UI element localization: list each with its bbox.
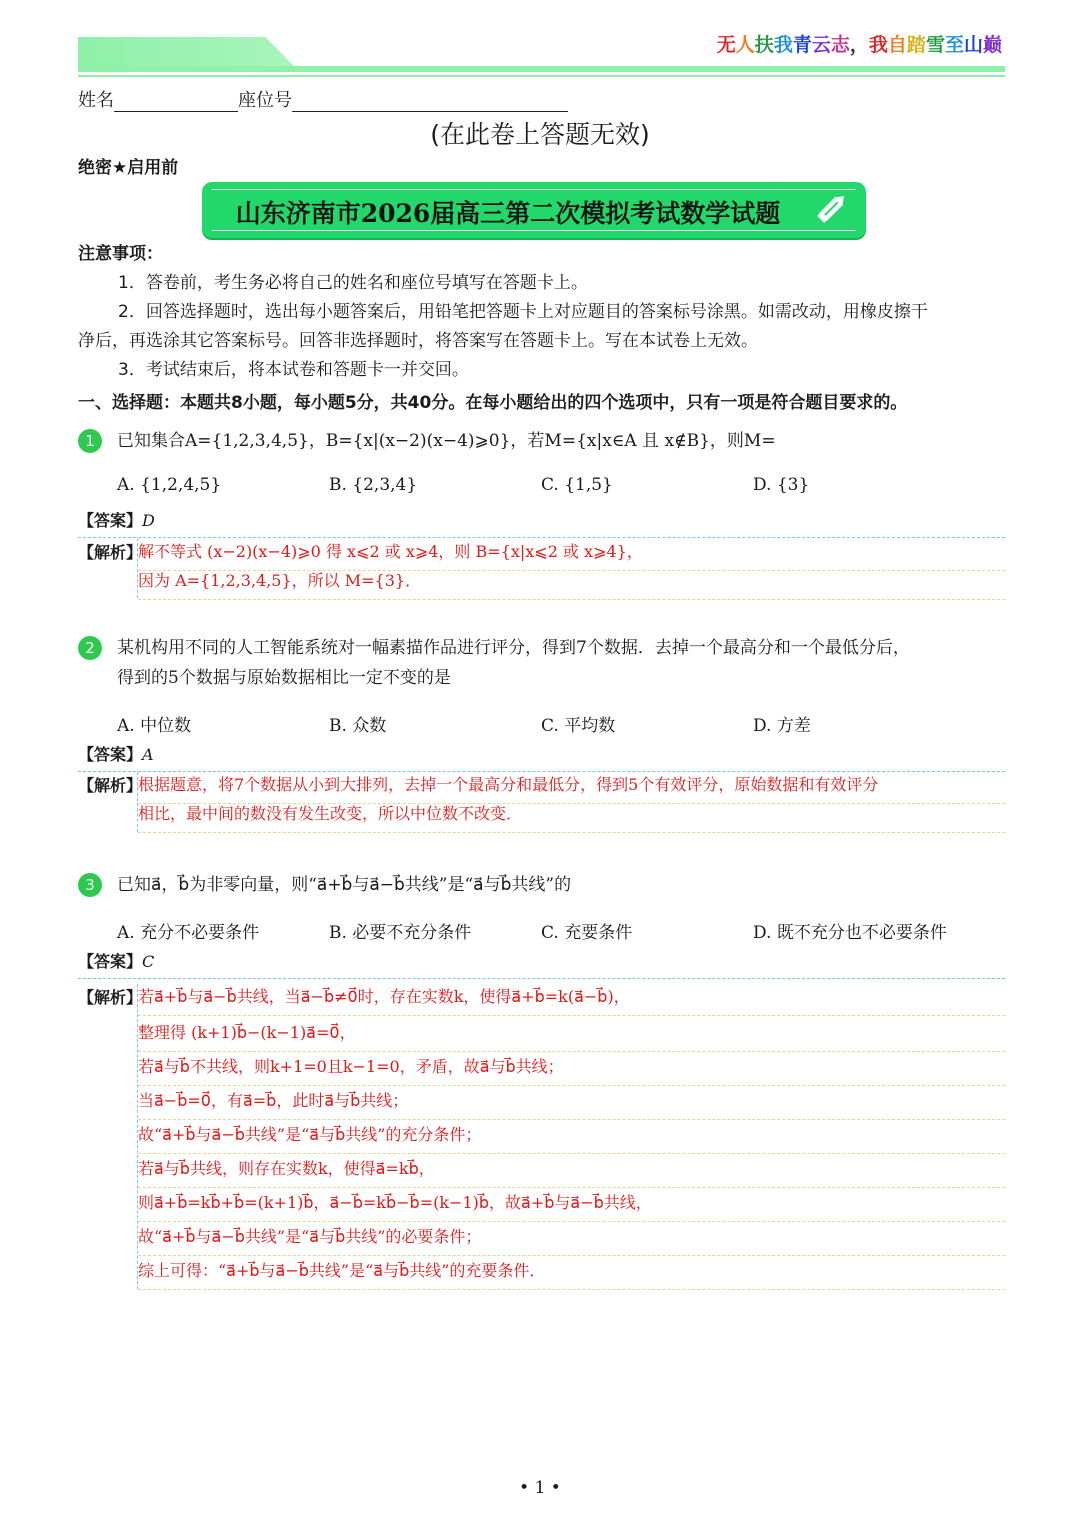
pencil-icon [812, 188, 852, 228]
motto-char: 踏 [906, 34, 926, 56]
question-text: 已知a⃗，b⃗为非零向量，则“a⃗+b⃗与a⃗−b⃗共线”是“a⃗与b⃗共线”的 [117, 875, 572, 895]
name-blank [114, 92, 238, 112]
option-a: A. 中位数 [117, 716, 192, 736]
explanation-line: 故“a⃗+b⃗与a⃗−b⃗共线”是“a⃗与b⃗共线”的充分条件； [138, 1120, 1005, 1154]
question-number-badge: 1 [78, 429, 102, 453]
motto-char: 青 [792, 34, 812, 56]
explanation-tag: 【解析】 [78, 776, 143, 795]
name-label: 姓名 [78, 90, 114, 111]
answer-tag: 【答案】 [78, 511, 143, 530]
motto-char: 雪 [925, 34, 945, 56]
notice-block [78, 240, 1005, 385]
question-number-badge: 3 [78, 873, 102, 897]
explanation-tag: 【解析】 [78, 543, 143, 562]
answer-row [78, 948, 1005, 979]
option-c: C. {1,5} [541, 475, 613, 495]
answer-row [78, 507, 1005, 538]
motto-char: 山 [963, 34, 983, 56]
header-rule-thick [78, 66, 1005, 72]
explanation-line: 则a⃗+b⃗=kb⃗+b⃗=(k+1)b⃗，a⃗−b⃗=kb⃗−b⃗=(k−1)b⃗，故a⃗+b⃗与a⃗−b⃗共线， [138, 1188, 1005, 1222]
answer-row [78, 741, 1005, 772]
option-c: C. 平均数 [541, 716, 616, 736]
option-b: B. 众数 [329, 716, 387, 736]
explanation-line: 因为 A={1,2,3,4,5}，所以 M={3}． [138, 566, 1005, 600]
motto-char: 我 [868, 34, 888, 56]
explanation-line: 当a⃗−b⃗=0⃗，有a⃗=b⃗，此时a⃗与b⃗共线； [138, 1086, 1005, 1120]
motto-char: ， [849, 34, 869, 56]
explanation-tag: 【解析】 [78, 988, 143, 1007]
explanation-line: 根据题意，将7个数据从小到大排列，去掉一个最高分和最低分，得到5个有效评分，原始数据和有效评分 [138, 770, 1005, 804]
option-c: C. 充要条件 [541, 923, 633, 943]
option-d: D. {3} [753, 475, 810, 495]
explanation-line: 若a⃗与b⃗共线，则存在实数k，使得a⃗=kb⃗， [138, 1154, 1005, 1188]
option-b: B. 必要不充分条件 [329, 923, 472, 943]
answer-tag: 【答案】 [78, 952, 143, 971]
secret-label: 绝密★启用前 [78, 158, 179, 178]
question-text: 已知集合A={1,2,3,4,5}，B={x|(x−2)(x−4)⩾0}，若M={x|x∈A 且 x∉B}，则M= [117, 431, 776, 451]
notice-item: 3．考试结束后，将本试卷和答题卡一并交回。 [118, 360, 469, 380]
answer-value: A [142, 745, 154, 764]
motto-char: 志 [830, 34, 850, 56]
invalid-note: (在此卷上答题无效) [430, 120, 650, 149]
answer-value: D [142, 511, 155, 530]
motto-char: 至 [944, 34, 964, 56]
exam-title: 山东济南市2026届高三第二次模拟考试数学试题 [235, 199, 781, 228]
section-heading: 一、选择题：本题共8小题，每小题5分，共40分。在每小题给出的四个选项中，只有一项是符合题目要求的。 [78, 393, 908, 413]
explanation-line: 相比，最中间的数没有发生改变，所以中位数不改变． [138, 799, 1005, 833]
header-motto [717, 30, 1002, 57]
explanation-line: 整理得 (k+1)b⃗−(k−1)a⃗=0⃗， [138, 1018, 1005, 1052]
option-d: D. 既不充分也不必要条件 [753, 923, 947, 943]
option-a: A. 充分不必要条件 [117, 923, 260, 943]
question-text: 得到的5个数据与原始数据相比一定不变的是 [117, 668, 451, 688]
notice-heading: 注意事项： [78, 244, 163, 264]
notice-item: 2．回答选择题时，选出每小题答案后，用铅笔把答题卡上对应题目的答案标号涂黑。如需改动，用橡皮擦干 [118, 302, 928, 322]
explanation-line: 综上可得：“a⃗+b⃗与a⃗−b⃗共线”是“a⃗与b⃗共线”的充要条件． [138, 1256, 1005, 1290]
option-d: D. 方差 [753, 716, 811, 736]
title-banner [202, 182, 866, 238]
explanation-line: 若a⃗与b⃗不共线，则k+1=0且k−1=0，矛盾，故a⃗与b⃗共线； [138, 1052, 1005, 1086]
option-a: A. {1,2,4,5} [117, 475, 222, 495]
motto-char: 巅 [982, 34, 1002, 56]
seat-blank [292, 92, 568, 112]
name-seat-row [78, 86, 568, 112]
option-b: B. {2,3,4} [329, 475, 418, 495]
question-text: 某机构用不同的人工智能系统对一幅素描作品进行评分，得到7个数据．去掉一个最高分和一个最低分后， [117, 638, 910, 658]
motto-char: 自 [887, 34, 907, 56]
motto-char: 人 [735, 34, 755, 56]
header-rule-thin [78, 75, 1005, 77]
explanation-line: 解不等式 (x−2)(x−4)⩾0 得 x⩽2 或 x⩾4，则 B={x|x⩽2 或 x⩾4}， [138, 537, 1005, 571]
answer-value: C [142, 952, 155, 971]
motto-char: 云 [811, 34, 831, 56]
page-number: • 1 • [519, 1478, 561, 1498]
motto-char: 我 [773, 34, 793, 56]
motto-char: 扶 [754, 34, 774, 56]
header-tab-decoration [78, 37, 296, 68]
answer-tag: 【答案】 [78, 745, 143, 764]
explanation-line: 故“a⃗+b⃗与a⃗−b⃗共线”是“a⃗与b⃗共线”的必要条件； [138, 1222, 1005, 1256]
seat-label: 座位号 [238, 90, 292, 111]
explanation-line: 若a⃗+b⃗与a⃗−b⃗共线，当a⃗−b⃗≠0⃗时，存在实数k，使得a⃗+b⃗=k(a⃗−b⃗)， [138, 982, 1005, 1016]
question-number-badge: 2 [78, 636, 102, 660]
motto-char: 无 [716, 34, 736, 56]
notice-item: 1．答卷前，考生务必将自己的姓名和座位号填写在答题卡上。 [118, 273, 588, 293]
notice-item: 净后，再选涂其它答案标号。回答非选择题时，将答案写在答题卡上。写在本试卷上无效。 [78, 331, 758, 351]
